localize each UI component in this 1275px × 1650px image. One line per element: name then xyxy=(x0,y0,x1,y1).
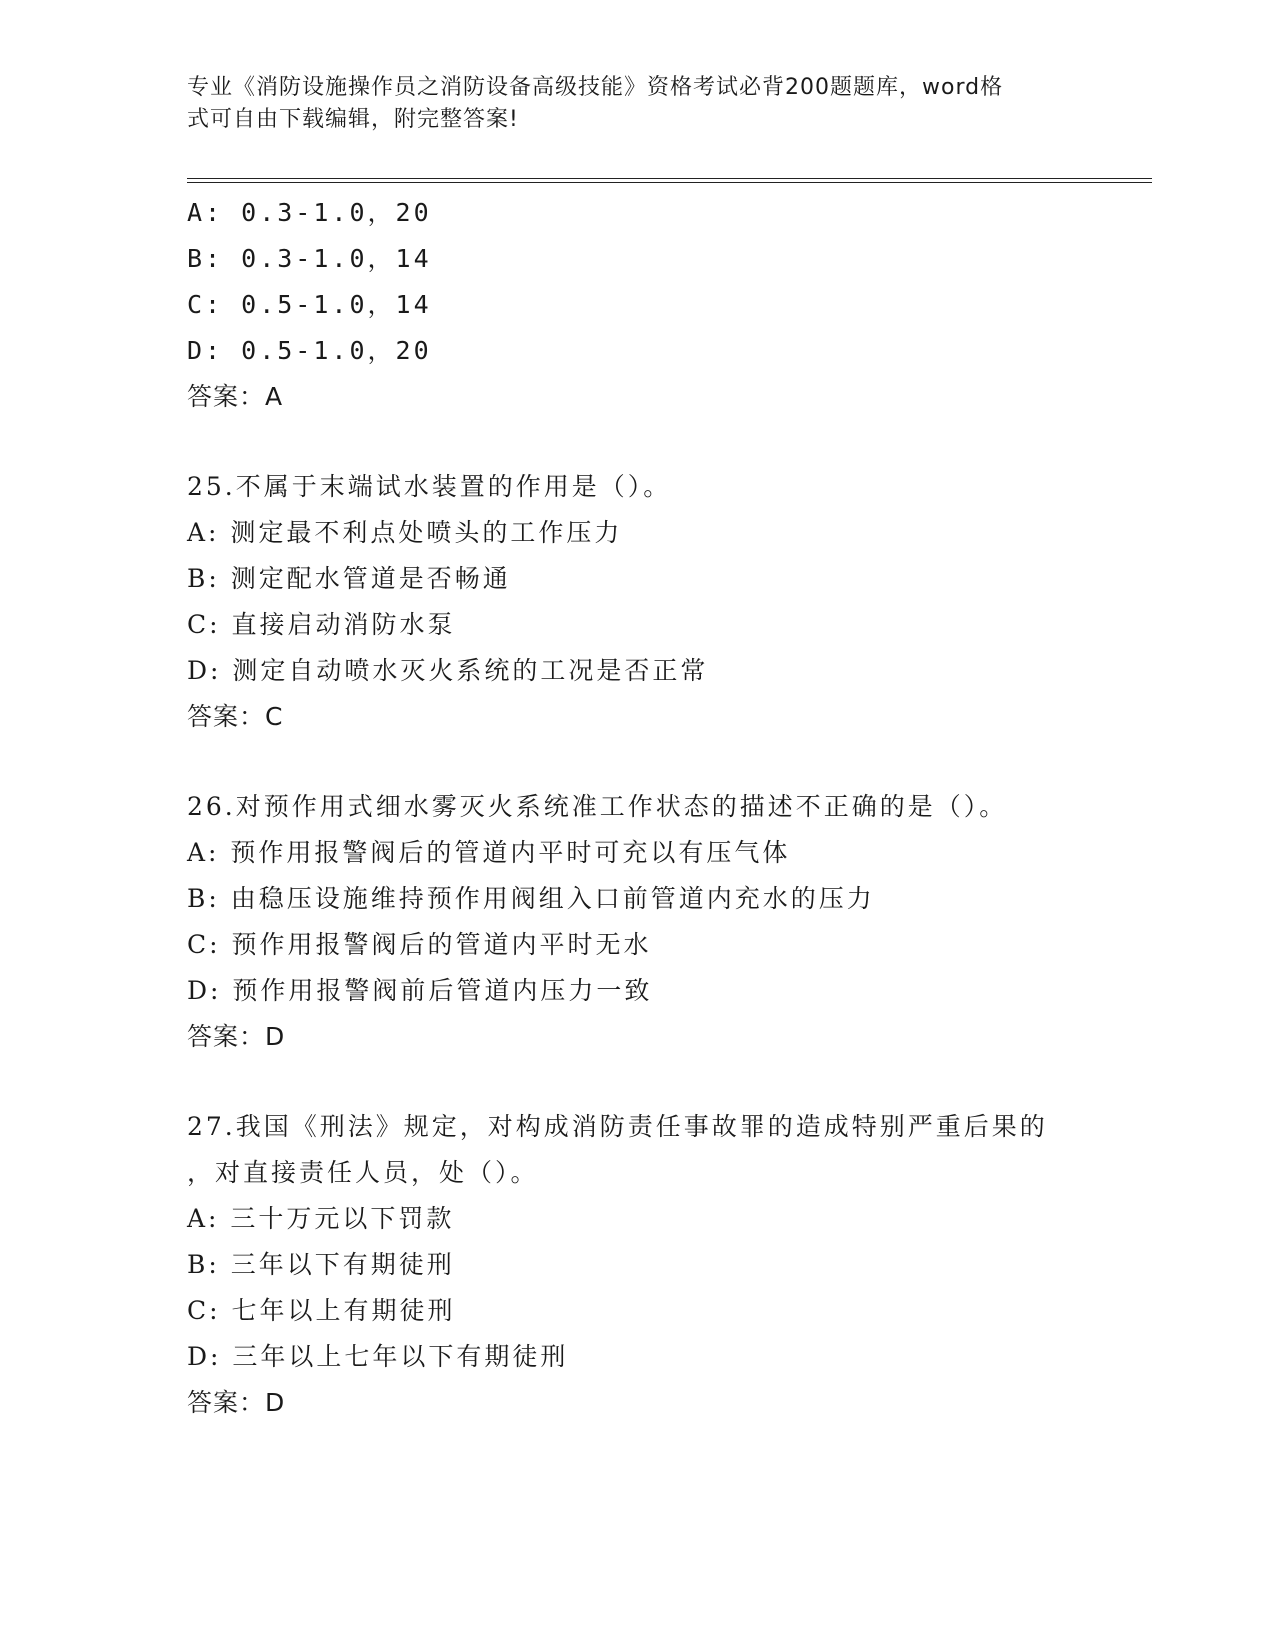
question-25 xyxy=(187,464,1107,740)
document-header xyxy=(187,72,1067,136)
option-b: B: 三年以下有期徒刑 xyxy=(187,1250,455,1279)
option-c: C: 0.5-1.0，14 xyxy=(187,290,432,319)
question-26 xyxy=(187,784,1107,1060)
question-stem-line-1: 27.我国《刑法》规定，对构成消防责任事故罪的造成特别严重后果的 xyxy=(187,1112,1048,1141)
option-b: B: 测定配水管道是否畅通 xyxy=(187,564,511,593)
header-divider-bottom xyxy=(187,182,1152,183)
question-24 xyxy=(187,190,1107,420)
option-d: D: 预作用报警阀前后管道内压力一致 xyxy=(187,976,653,1005)
header-divider-top xyxy=(187,178,1152,179)
question-spacer xyxy=(187,420,1107,464)
option-d: D: 三年以上七年以下有期徒刑 xyxy=(187,1342,569,1371)
option-a: A: 0.3-1.0，20 xyxy=(187,198,432,227)
question-list xyxy=(187,190,1107,1426)
option-a: A: 三十万元以下罚款 xyxy=(187,1204,455,1233)
answer-line: 答案：D xyxy=(187,1022,286,1051)
option-c: C: 直接启动消防水泵 xyxy=(187,610,456,639)
option-c: C: 七年以上有期徒刑 xyxy=(187,1296,456,1325)
option-c: C: 预作用报警阀后的管道内平时无水 xyxy=(187,930,652,959)
option-d: D: 0.5-1.0，20 xyxy=(187,336,432,365)
option-a: A: 预作用报警阀后的管道内平时可充以有压气体 xyxy=(187,838,791,867)
header-line-2: 式可自由下载编辑，附完整答案! xyxy=(187,107,519,132)
question-spacer xyxy=(187,740,1107,784)
answer-line: 答案：C xyxy=(187,702,284,731)
option-b: B: 由稳压设施维持预作用阀组入口前管道内充水的压力 xyxy=(187,884,875,913)
question-27 xyxy=(187,1104,1107,1426)
question-stem-line-2: ，对直接责任人员，处（）。 xyxy=(187,1158,539,1187)
option-b: B: 0.3-1.0，14 xyxy=(187,244,432,273)
option-a: A: 测定最不利点处喷头的工作压力 xyxy=(187,518,623,547)
option-d: D: 测定自动喷水灭火系统的工况是否正常 xyxy=(187,656,709,685)
answer-line: 答案：D xyxy=(187,1388,286,1417)
question-stem: 26.对预作用式细水雾灭火系统准工作状态的描述不正确的是（）。 xyxy=(187,792,1008,821)
question-spacer xyxy=(187,1060,1107,1104)
answer-line: 答案：A xyxy=(187,382,284,411)
question-stem: 25.不属于末端试水装置的作用是（）。 xyxy=(187,472,672,501)
header-line-1: 专业《消防设施操作员之消防设备高级技能》资格考试必背200题题库，word格 xyxy=(187,75,1004,100)
